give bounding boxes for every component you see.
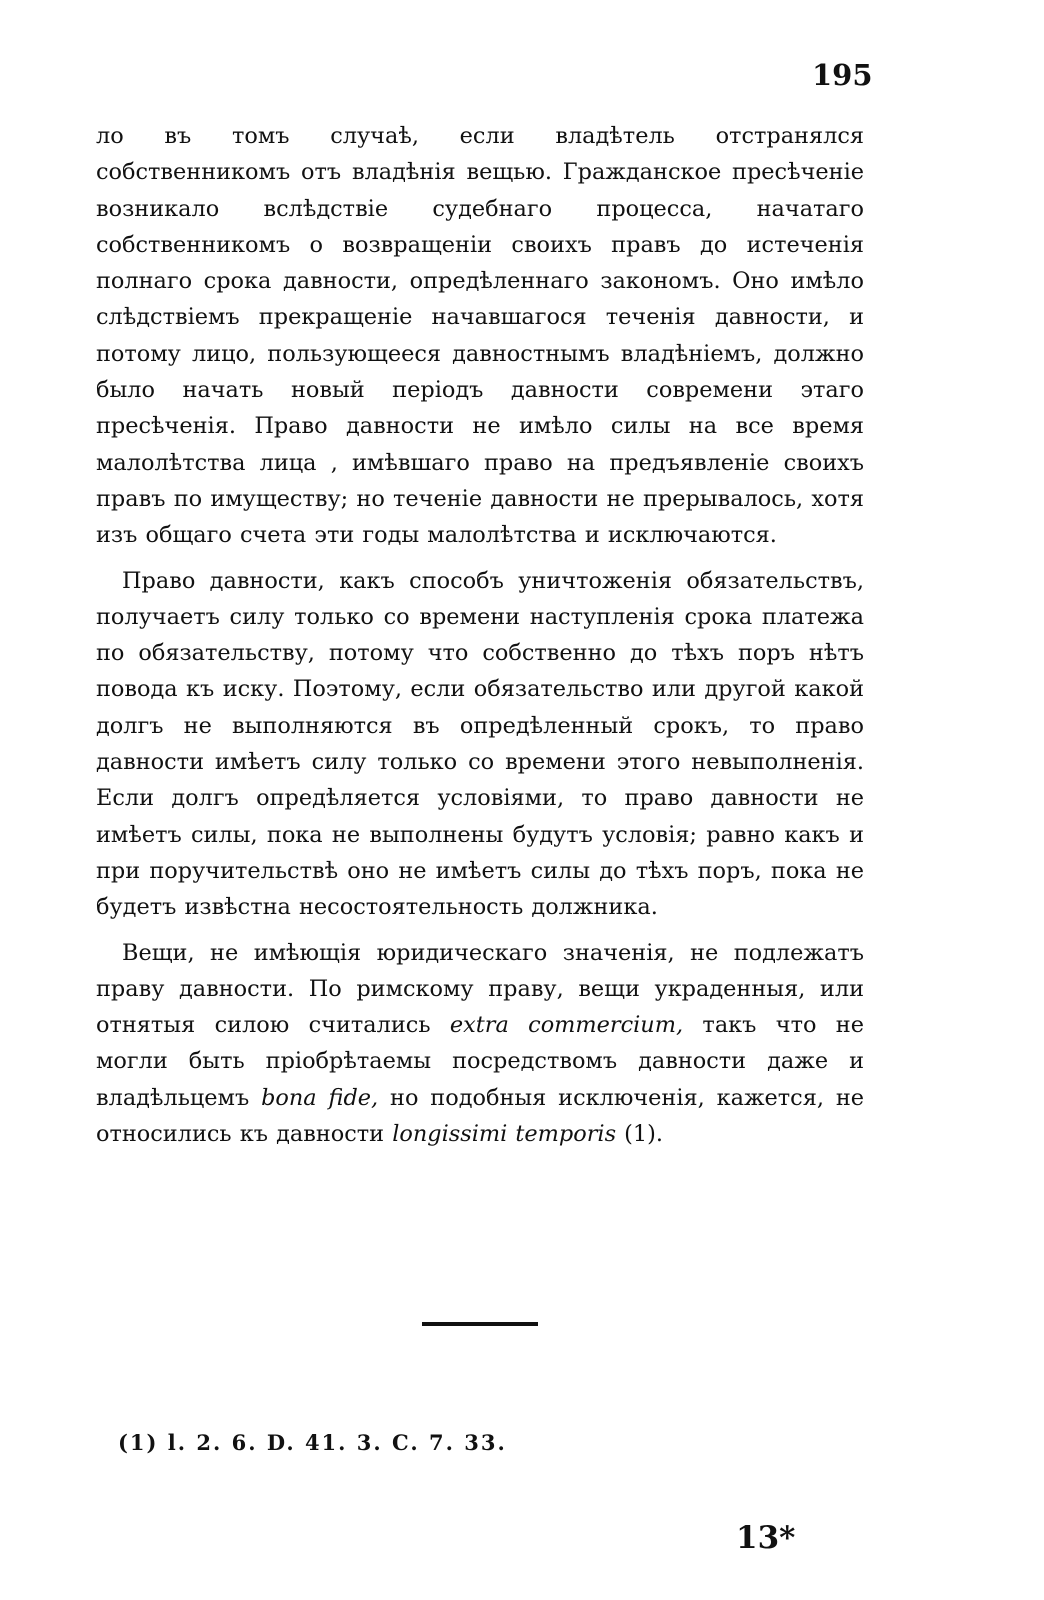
text-segment: ло въ томъ случаѣ, если владѣтель отстранялся собственникомъ отъ владѣнія вещью. Гражданское пресѣченіе возникало вслѣдствіе судебнаго процесса, начатаго собственникомъ о возвращеніи своихъ правъ до истеченія полнаго срока давности, опредѣленнаго закономъ. Оно имѣло слѣдствіемъ прекращеніе начавшагося теченія давности, и потому лицо, пользующееся давностнымъ владѣніемъ, должно было начать новый періодъ давности современи этаго пресѣченія. Право давности не имѣло силы на все время малолѣтства лица , имѣвшаго право на предъявленіе своихъ правъ по имуществу; но теченіе давности не прерывалось, хотя изъ общаго счета эти годы малолѣтства и исключаются. (96, 123, 864, 549)
text-segment: Вещи, не имѣющія юридическаго значенія, не подлежатъ праву давности. По римскому праву, вещи украденныя, или отнятыя силою считались (96, 939, 864, 1039)
paragraph (96, 118, 864, 554)
footnote-divider (422, 1322, 538, 1326)
page-number: 195 (812, 58, 873, 92)
text-segment: но подобныя исключенія, кажется, не относились къ давности (96, 1084, 864, 1148)
footnote: (1) l. 2. 6. D. 41. 3. C. 7. 33. (118, 1430, 507, 1455)
latin-term: longissimi temporis (392, 1121, 617, 1148)
latin-term: extra commercium, (449, 1012, 684, 1039)
paragraph (96, 563, 864, 926)
text-segment: (1). (616, 1121, 664, 1148)
text-segment: такъ что не могли быть пріобрѣтаемы посредствомъ давности даже и владѣльцемъ (96, 1012, 864, 1111)
latin-term: bona fide, (261, 1084, 379, 1111)
paragraph (96, 935, 864, 1153)
text-segment: Право давности, какъ способъ уничтоженія обязательствъ, получаетъ силу только со времени наступленія срока платежа по обязательству, потому что собственно до тѣхъ поръ нѣтъ повода къ иску. Поэтому, если обязательство или другой какой долгъ не выполняются въ опредѣленный срокъ, то право давности имѣетъ силу только со времени этого невыполненія. Если долгъ опредѣляется условіями, то право давности не имѣетъ силы, пока не выполнены будутъ условія; равно какъ и при поручительствѣ оно не имѣетъ силы до тѣхъ поръ, пока не будетъ извѣстна несостоятельность должника. (96, 567, 864, 921)
signature-mark: 13* (736, 1520, 796, 1556)
body-text (96, 118, 864, 1152)
